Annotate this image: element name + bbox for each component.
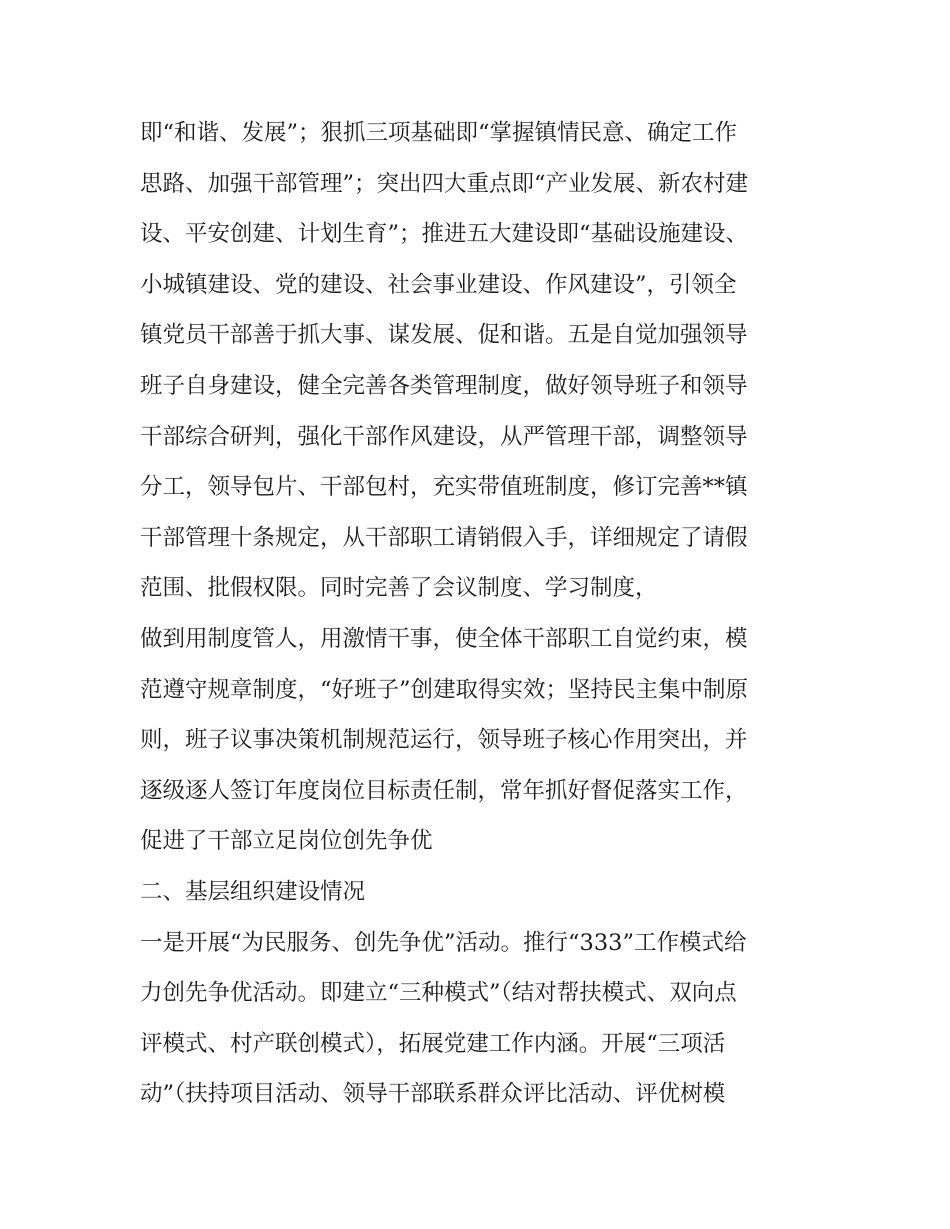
- paragraph-line: 力创先争优活动。即建立“三种模式”（结对帮扶模式、双向点: [140, 980, 737, 1007]
- paragraph-line: 范围、批假权限。同时完善了会议制度、学习制度，: [140, 575, 658, 602]
- paragraph-line: 范遵守规章制度，“好班子”创建取得实效；坚持民主集中制原: [140, 676, 749, 703]
- document-body: [140, 108, 820, 1120]
- section-heading: 二、基层组织建设情况: [140, 878, 366, 905]
- paragraph-line: 镇党员干部善于抓大事、谋发展、促和谐。五是自觉加强领导: [140, 322, 748, 349]
- paragraph-line: 干部综合研判，强化干部作风建设，从严管理干部，调整领导: [140, 423, 748, 450]
- paragraph-line: 则，班子议事决策机制规范运行，领导班子核心作用突出，并: [140, 727, 748, 754]
- paragraph-line: 评模式、村产联创模式），拓展党建工作内涵。开展“三项活: [140, 1030, 726, 1057]
- paragraph-line: 做到用制度管人，用激情干事，使全体干部职工自觉约束，模: [140, 625, 748, 652]
- paragraph-line: 即“和谐、发展”；狠抓三项基础即“掌握镇情民意、确定工作: [140, 120, 738, 146]
- paragraph-line: 一是开展“为民服务、创先争优”活动。推行“333”工作模式给: [140, 929, 747, 956]
- paragraph-line: 班子自身建设，健全完善各类管理制度，做好领导班子和领导: [140, 372, 748, 399]
- paragraph-line: 思路、加强干部管理”；突出四大重点即“产业发展、新农村建: [140, 170, 749, 197]
- paragraph-line: 小城镇建设、党的建设、社会事业建设、作风建设”，引领全: [140, 271, 737, 298]
- paragraph-line: 促进了干部立足岗位创先争优: [140, 828, 433, 855]
- paragraph-line: 设、平安创建、计划生育”；推进五大建设即“基础设施建设、: [140, 221, 749, 248]
- paragraph-line: 干部管理十条规定，从干部职工请销假入手，详细规定了请假: [140, 524, 748, 551]
- paragraph-line: 动”（扶持项目活动、领导干部联系群众评比活动、评优树模: [140, 1081, 726, 1108]
- paragraph-line: 分工，领导包片、干部包村，充实带值班制度，修订完善**镇: [140, 474, 748, 501]
- paragraph-line: 逐级逐人签订年度岗位目标责任制，常年抓好督促落实工作，: [140, 777, 748, 804]
